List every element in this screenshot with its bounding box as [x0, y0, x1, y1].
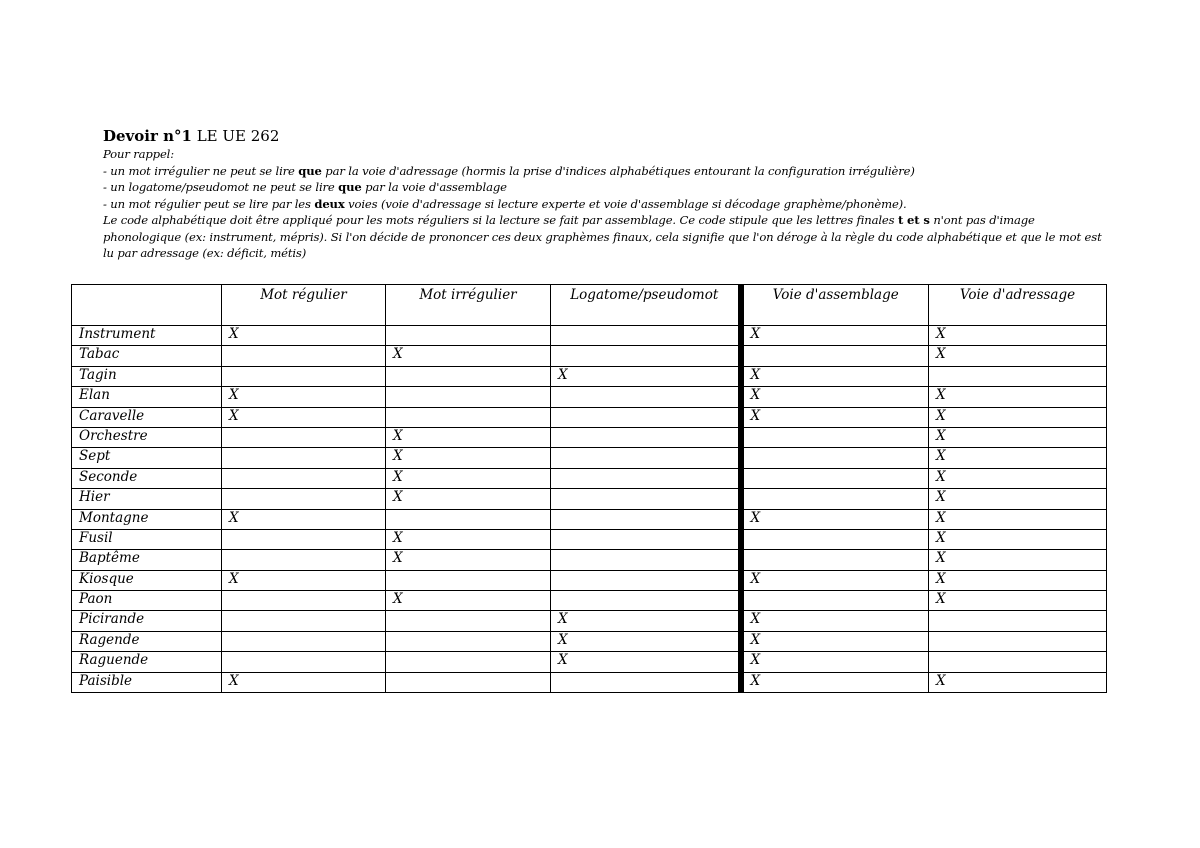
logatome-cell: X	[551, 652, 741, 672]
word-cell: Baptême	[72, 550, 222, 570]
mot-irregulier-cell: X	[386, 427, 551, 447]
logatome-cell	[551, 570, 741, 590]
mot-regulier-cell	[222, 427, 386, 447]
voie-assemblage-cell	[741, 529, 929, 549]
voie-assemblage-cell: X	[741, 631, 929, 651]
word-cell: Tabac	[72, 346, 222, 366]
word-cell: Raguende	[72, 652, 222, 672]
mot-regulier-cell	[222, 652, 386, 672]
voie-adressage-cell: X	[929, 672, 1107, 692]
table-row	[72, 468, 1107, 488]
table-row	[72, 489, 1107, 509]
voie-assemblage-cell	[741, 550, 929, 570]
table-row	[72, 326, 1107, 346]
voie-adressage-cell: X	[929, 550, 1107, 570]
word-cell: Elan	[72, 387, 222, 407]
table-row	[72, 387, 1107, 407]
voie-assemblage-cell	[741, 427, 929, 447]
word-cell: Paisible	[72, 672, 222, 692]
logatome-cell	[551, 509, 741, 529]
mot-regulier-cell: X	[222, 672, 386, 692]
mot-regulier-cell: X	[222, 387, 386, 407]
title-rest: LE UE 262	[191, 127, 280, 145]
table-row	[72, 652, 1107, 672]
voie-adressage-cell	[929, 611, 1107, 631]
mot-irregulier-cell	[386, 407, 551, 427]
voie-adressage-cell: X	[929, 346, 1107, 366]
header-voie-adressage: Voie d'adressage	[929, 285, 1107, 326]
logatome-cell	[551, 468, 741, 488]
table-row	[72, 346, 1107, 366]
table-row	[72, 631, 1107, 651]
table-row	[72, 591, 1107, 611]
voie-adressage-cell: X	[929, 591, 1107, 611]
table-row	[72, 550, 1107, 570]
mot-irregulier-cell: X	[386, 448, 551, 468]
word-cell: Ragende	[72, 631, 222, 651]
mot-regulier-cell: X	[222, 326, 386, 346]
header-mot-regulier: Mot régulier	[222, 285, 386, 326]
table-row	[72, 427, 1107, 447]
logatome-cell: X	[551, 631, 741, 651]
word-cell: Sept	[72, 448, 222, 468]
voie-adressage-cell: X	[929, 529, 1107, 549]
mot-irregulier-cell: X	[386, 346, 551, 366]
voie-assemblage-cell: X	[741, 387, 929, 407]
voie-assemblage-cell: X	[741, 652, 929, 672]
voie-adressage-cell	[929, 366, 1107, 386]
mot-irregulier-cell	[386, 672, 551, 692]
voie-assemblage-cell: X	[741, 509, 929, 529]
table-row	[72, 366, 1107, 386]
table-row	[72, 529, 1107, 549]
voie-assemblage-cell: X	[741, 570, 929, 590]
mot-irregulier-cell: X	[386, 489, 551, 509]
voie-adressage-cell: X	[929, 448, 1107, 468]
mot-irregulier-cell	[386, 570, 551, 590]
logatome-cell: X	[551, 611, 741, 631]
mot-regulier-cell: X	[222, 570, 386, 590]
header-logatome: Logatome/pseudomot	[551, 285, 741, 326]
word-cell: Picirande	[72, 611, 222, 631]
logatome-cell: X	[551, 366, 741, 386]
logatome-cell	[551, 326, 741, 346]
mot-irregulier-cell	[386, 631, 551, 651]
voie-adressage-cell: X	[929, 509, 1107, 529]
rule-line-1: - un mot irrégulier ne peut se lire que par la voie d'adressage (hormis la prise d'indices alphabétiques entourant la configuration irrégulière)	[103, 163, 915, 178]
logatome-cell	[551, 529, 741, 549]
mot-irregulier-cell: X	[386, 468, 551, 488]
mot-irregulier-cell	[386, 387, 551, 407]
word-cell: Hier	[72, 489, 222, 509]
logatome-cell	[551, 448, 741, 468]
voie-adressage-cell: X	[929, 570, 1107, 590]
voie-adressage-cell: X	[929, 326, 1107, 346]
word-cell: Orchestre	[72, 427, 222, 447]
intro-text	[103, 146, 1103, 262]
voie-assemblage-cell: X	[741, 407, 929, 427]
logatome-cell	[551, 591, 741, 611]
voie-assemblage-cell: X	[741, 672, 929, 692]
mot-regulier-cell	[222, 448, 386, 468]
mot-regulier-cell	[222, 631, 386, 651]
mot-regulier-cell: X	[222, 509, 386, 529]
logatome-cell	[551, 672, 741, 692]
document-title	[103, 126, 1103, 146]
mot-irregulier-cell	[386, 366, 551, 386]
mot-regulier-cell: X	[222, 407, 386, 427]
table-row	[72, 448, 1107, 468]
voie-adressage-cell: X	[929, 468, 1107, 488]
table-header-row	[72, 285, 1107, 326]
title-bold: Devoir n°1	[103, 127, 192, 145]
logatome-cell	[551, 346, 741, 366]
voie-assemblage-cell	[741, 346, 929, 366]
rule-line-2: - un logatome/pseudomot ne peut se lire que par la voie d'assemblage	[103, 180, 507, 194]
mot-regulier-cell	[222, 366, 386, 386]
mot-irregulier-cell: X	[386, 529, 551, 549]
mot-irregulier-cell: X	[386, 591, 551, 611]
header-word	[72, 285, 222, 326]
rule-line-3: - un mot régulier peut se lire par les deux voies (voie d'adressage si lecture experte et voie d'assemblage si décodage graphème/phonème).	[103, 196, 907, 211]
word-cell: Caravelle	[72, 407, 222, 427]
word-cell: Instrument	[72, 326, 222, 346]
mot-regulier-cell	[222, 529, 386, 549]
classification-table	[71, 284, 1107, 693]
logatome-cell	[551, 407, 741, 427]
logatome-cell	[551, 427, 741, 447]
table-row	[72, 611, 1107, 631]
voie-adressage-cell: X	[929, 407, 1107, 427]
header-mot-irregulier: Mot irrégulier	[386, 285, 551, 326]
mot-irregulier-cell: X	[386, 550, 551, 570]
logatome-cell	[551, 550, 741, 570]
voie-assemblage-cell	[741, 591, 929, 611]
table-row	[72, 672, 1107, 692]
header-voie-assemblage: Voie d'assemblage	[741, 285, 929, 326]
word-cell: Tagin	[72, 366, 222, 386]
table-row	[72, 509, 1107, 529]
mot-irregulier-cell	[386, 509, 551, 529]
voie-adressage-cell: X	[929, 489, 1107, 509]
mot-regulier-cell	[222, 591, 386, 611]
word-cell: Kiosque	[72, 570, 222, 590]
mot-irregulier-cell	[386, 611, 551, 631]
voie-assemblage-cell: X	[741, 366, 929, 386]
mot-regulier-cell	[222, 489, 386, 509]
voie-adressage-cell	[929, 652, 1107, 672]
document-header	[103, 126, 1103, 262]
mot-regulier-cell	[222, 468, 386, 488]
mot-regulier-cell	[222, 346, 386, 366]
table-row	[72, 407, 1107, 427]
reminder-label: Pour rappel:	[103, 147, 174, 161]
word-cell: Paon	[72, 591, 222, 611]
logatome-cell	[551, 387, 741, 407]
mot-irregulier-cell	[386, 326, 551, 346]
word-cell: Montagne	[72, 509, 222, 529]
table-body	[72, 326, 1107, 693]
table-row	[72, 570, 1107, 590]
voie-adressage-cell: X	[929, 387, 1107, 407]
word-cell: Seconde	[72, 468, 222, 488]
voie-adressage-cell: X	[929, 427, 1107, 447]
voie-assemblage-cell	[741, 448, 929, 468]
voie-assemblage-cell: X	[741, 326, 929, 346]
voie-adressage-cell	[929, 631, 1107, 651]
voie-assemblage-cell: X	[741, 611, 929, 631]
mot-irregulier-cell	[386, 652, 551, 672]
alphabetic-code-paragraph: Le code alphabétique doit être appliqué pour les mots réguliers si la lecture se fait par assemblage. Ce code stipule que les lettres finales t et s n'ont pas d'image phonologique (ex: instrument, mépris). Si l'on décide de prononcer ces deux graphèmes finaux, cela signifie que l'on déroge à la règle du code alphabétique et que le mot est lu par adressage (ex: déficit, métis)	[103, 213, 1102, 260]
logatome-cell	[551, 489, 741, 509]
voie-assemblage-cell	[741, 468, 929, 488]
word-cell: Fusil	[72, 529, 222, 549]
mot-regulier-cell	[222, 550, 386, 570]
voie-assemblage-cell	[741, 489, 929, 509]
mot-regulier-cell	[222, 611, 386, 631]
